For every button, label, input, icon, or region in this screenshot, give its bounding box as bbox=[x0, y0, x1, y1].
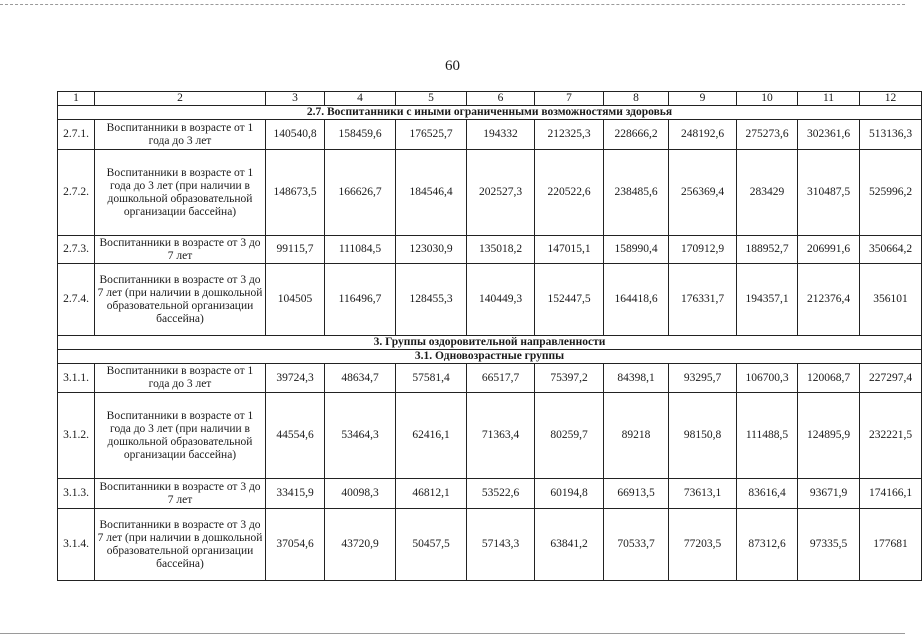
value-cell: 80259,7 bbox=[535, 393, 604, 479]
header-row bbox=[58, 92, 922, 106]
value-cell: 46812,1 bbox=[396, 479, 467, 509]
value-cell: 83616,4 bbox=[737, 479, 798, 509]
header-cell: 5 bbox=[396, 92, 467, 106]
value-cell: 166626,7 bbox=[325, 150, 396, 236]
value-cell: 228666,2 bbox=[604, 120, 669, 150]
header-cell: 3 bbox=[266, 92, 325, 106]
value-cell: 75397,2 bbox=[535, 364, 604, 393]
table-row bbox=[58, 264, 922, 336]
value-cell: 283429 bbox=[737, 150, 798, 236]
value-cell: 128455,3 bbox=[396, 264, 467, 336]
header-cell: 10 bbox=[737, 92, 798, 106]
row-code: 3.1.3. bbox=[58, 479, 95, 509]
value-cell: 43720,9 bbox=[325, 509, 396, 581]
value-cell: 63841,2 bbox=[535, 509, 604, 581]
header-cell: 12 bbox=[860, 92, 922, 106]
value-cell: 140540,8 bbox=[266, 120, 325, 150]
value-cell: 106700,3 bbox=[737, 364, 798, 393]
value-cell: 174166,1 bbox=[860, 479, 922, 509]
value-cell: 39724,3 bbox=[266, 364, 325, 393]
value-cell: 176331,7 bbox=[669, 264, 737, 336]
value-cell: 116496,7 bbox=[325, 264, 396, 336]
row-code: 3.1.4. bbox=[58, 509, 95, 581]
header-cell: 9 bbox=[669, 92, 737, 106]
value-cell: 238485,6 bbox=[604, 150, 669, 236]
row-description: Воспитанники в возрасте от 1 года до 3 лет (при наличии в дошкольной образовательной организации бассейна) bbox=[95, 393, 266, 479]
value-cell: 111488,5 bbox=[737, 393, 798, 479]
row-description: Воспитанники в возрасте от 1 года до 3 лет bbox=[95, 364, 266, 393]
value-cell: 104505 bbox=[266, 264, 325, 336]
value-cell: 164418,6 bbox=[604, 264, 669, 336]
table-row bbox=[58, 509, 922, 581]
value-cell: 99115,7 bbox=[266, 236, 325, 264]
value-cell: 176525,7 bbox=[396, 120, 467, 150]
data-table bbox=[57, 91, 922, 581]
value-cell: 97335,5 bbox=[798, 509, 860, 581]
value-cell: 302361,6 bbox=[798, 120, 860, 150]
value-cell: 227297,4 bbox=[860, 364, 922, 393]
value-cell: 356101 bbox=[860, 264, 922, 336]
value-cell: 37054,6 bbox=[266, 509, 325, 581]
value-cell: 310487,5 bbox=[798, 150, 860, 236]
page-number: 60 bbox=[445, 58, 460, 74]
value-cell: 248192,6 bbox=[669, 120, 737, 150]
row-description: Воспитанники в возрасте от 1 года до 3 лет bbox=[95, 120, 266, 150]
value-cell: 513136,3 bbox=[860, 120, 922, 150]
value-cell: 33415,9 bbox=[266, 479, 325, 509]
value-cell: 525996,2 bbox=[860, 150, 922, 236]
value-cell: 220522,6 bbox=[535, 150, 604, 236]
page-bottom-rule bbox=[0, 633, 905, 634]
header-cell: 1 bbox=[58, 92, 95, 106]
row-description: Воспитанники в возрасте от 3 до 7 лет (при наличии в дошкольной образовательной организации бассейна) bbox=[95, 264, 266, 336]
row-description: Воспитанники в возрасте от 3 до 7 лет bbox=[95, 479, 266, 509]
header-cell: 7 bbox=[535, 92, 604, 106]
value-cell: 57143,3 bbox=[467, 509, 535, 581]
section-title: 2.7. Воспитанники с иными ограниченными возможностями здоровья bbox=[58, 106, 922, 120]
header-cell: 11 bbox=[798, 92, 860, 106]
value-cell: 148673,5 bbox=[266, 150, 325, 236]
page-top-rule bbox=[0, 4, 905, 5]
value-cell: 120068,7 bbox=[798, 364, 860, 393]
row-code: 3.1.1. bbox=[58, 364, 95, 393]
value-cell: 71363,4 bbox=[467, 393, 535, 479]
value-cell: 93671,9 bbox=[798, 479, 860, 509]
value-cell: 123030,9 bbox=[396, 236, 467, 264]
value-cell: 275273,6 bbox=[737, 120, 798, 150]
table-row bbox=[58, 364, 922, 393]
row-code: 2.7.2. bbox=[58, 150, 95, 236]
value-cell: 77203,5 bbox=[669, 509, 737, 581]
header-cell: 4 bbox=[325, 92, 396, 106]
header-cell: 8 bbox=[604, 92, 669, 106]
value-cell: 194357,1 bbox=[737, 264, 798, 336]
value-cell: 170912,9 bbox=[669, 236, 737, 264]
value-cell: 84398,1 bbox=[604, 364, 669, 393]
row-code: 3.1.2. bbox=[58, 393, 95, 479]
value-cell: 50457,5 bbox=[396, 509, 467, 581]
value-cell: 89218 bbox=[604, 393, 669, 479]
value-cell: 48634,7 bbox=[325, 364, 396, 393]
row-code: 2.7.3. bbox=[58, 236, 95, 264]
row-code: 2.7.4. bbox=[58, 264, 95, 336]
row-description: Воспитанники в возрасте от 3 до 7 лет bbox=[95, 236, 266, 264]
row-description: Воспитанники в возрасте от 3 до 7 лет (при наличии в дошкольной образовательной организации бассейна) bbox=[95, 509, 266, 581]
table-row bbox=[58, 479, 922, 509]
value-cell: 66913,5 bbox=[604, 479, 669, 509]
value-cell: 57581,4 bbox=[396, 364, 467, 393]
value-cell: 73613,1 bbox=[669, 479, 737, 509]
value-cell: 152447,5 bbox=[535, 264, 604, 336]
value-cell: 232221,5 bbox=[860, 393, 922, 479]
header-cell: 2 bbox=[95, 92, 266, 106]
value-cell: 40098,3 bbox=[325, 479, 396, 509]
table-body bbox=[58, 92, 922, 581]
value-cell: 212325,3 bbox=[535, 120, 604, 150]
value-cell: 70533,7 bbox=[604, 509, 669, 581]
value-cell: 135018,2 bbox=[467, 236, 535, 264]
value-cell: 202527,3 bbox=[467, 150, 535, 236]
value-cell: 212376,4 bbox=[798, 264, 860, 336]
table-row bbox=[58, 236, 922, 264]
value-cell: 184546,4 bbox=[396, 150, 467, 236]
table-row bbox=[58, 393, 922, 479]
table-row bbox=[58, 150, 922, 236]
value-cell: 93295,7 bbox=[669, 364, 737, 393]
header-cell: 6 bbox=[467, 92, 535, 106]
value-cell: 66517,7 bbox=[467, 364, 535, 393]
section-title: 3. Группы оздоровительной направленности bbox=[58, 336, 922, 350]
value-cell: 206991,6 bbox=[798, 236, 860, 264]
row-code: 2.7.1. bbox=[58, 120, 95, 150]
value-cell: 124895,9 bbox=[798, 393, 860, 479]
section-title-row bbox=[58, 336, 922, 350]
value-cell: 158990,4 bbox=[604, 236, 669, 264]
value-cell: 111084,5 bbox=[325, 236, 396, 264]
value-cell: 194332 bbox=[467, 120, 535, 150]
value-cell: 53522,6 bbox=[467, 479, 535, 509]
value-cell: 53464,3 bbox=[325, 393, 396, 479]
value-cell: 62416,1 bbox=[396, 393, 467, 479]
value-cell: 188952,7 bbox=[737, 236, 798, 264]
value-cell: 60194,8 bbox=[535, 479, 604, 509]
section-title-row bbox=[58, 350, 922, 364]
value-cell: 350664,2 bbox=[860, 236, 922, 264]
value-cell: 147015,1 bbox=[535, 236, 604, 264]
table-row bbox=[58, 120, 922, 150]
value-cell: 256369,4 bbox=[669, 150, 737, 236]
value-cell: 140449,3 bbox=[467, 264, 535, 336]
value-cell: 87312,6 bbox=[737, 509, 798, 581]
section-title: 3.1. Одновозрастные группы bbox=[58, 350, 922, 364]
value-cell: 177681 bbox=[860, 509, 922, 581]
value-cell: 158459,6 bbox=[325, 120, 396, 150]
section-title-row bbox=[58, 106, 922, 120]
row-description: Воспитанники в возрасте от 1 года до 3 лет (при наличии в дошкольной образовательной организации бассейна) bbox=[95, 150, 266, 236]
value-cell: 44554,6 bbox=[266, 393, 325, 479]
value-cell: 98150,8 bbox=[669, 393, 737, 479]
